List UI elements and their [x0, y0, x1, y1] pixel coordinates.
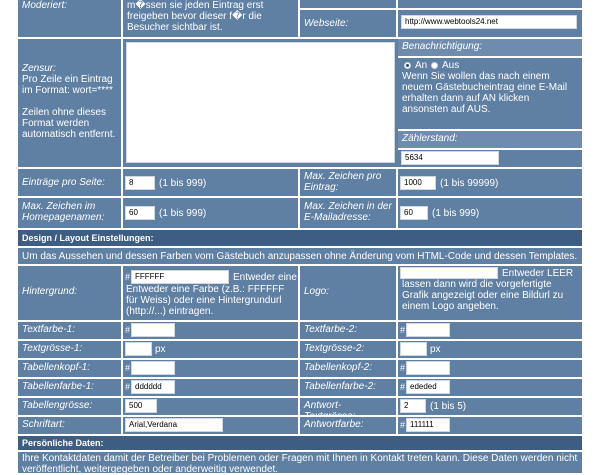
textcolor1-hash: # [125, 325, 131, 335]
answer-textsize-range: (1 bis 5) [430, 401, 467, 412]
font-label-cell [18, 417, 121, 434]
answer-color-label: Antwortfarbe: [304, 419, 364, 430]
tablecolor2-input[interactable]: ededed [406, 380, 450, 394]
logo-hint: lassen dann wird die vorgefertigte Grafik angezeigt oder eine Bildurl zu einem Logo angeben. [402, 279, 564, 312]
notification-off-radio[interactable] [431, 62, 438, 69]
notification-on-label: An [415, 60, 428, 71]
censor-hint-format: Pro Zeile ein Eintrag im Format: wort=**** [22, 74, 113, 96]
max-chars-homepage-label-cell [18, 198, 121, 228]
textsize1-unit: px [155, 344, 166, 355]
censor-textarea[interactable] [126, 42, 395, 163]
max-chars-email-range: (1 bis 999) [432, 208, 480, 219]
textcolor2-label-cell [300, 322, 396, 339]
counter-input[interactable]: 5634 [401, 151, 499, 165]
tablesize-label-cell [18, 398, 121, 415]
tablehead2-hash: # [400, 363, 406, 373]
max-chars-homepage-input[interactable]: 60 [125, 206, 155, 220]
background-label: Hintergrund: [22, 286, 78, 297]
background-input[interactable]: FFFFFF [131, 270, 229, 284]
textcolor2-label: Textfarbe-2: [304, 324, 357, 335]
tablecolor2-hash: # [400, 382, 406, 392]
tablecolor1-label: Tabellenfarbe-1: [22, 381, 94, 392]
logo-input[interactable] [400, 267, 498, 279]
answer-color-input[interactable]: 111111 [406, 418, 450, 432]
max-chars-entry-label-cell [300, 169, 396, 196]
notification-label: Benachrichtigung: [402, 41, 483, 52]
website-top-cell [300, 0, 396, 8]
logo-hint-right: Entweder LEER [502, 268, 574, 279]
background-label-cell [18, 266, 121, 320]
answer-textsize-input[interactable]: 2 [400, 399, 426, 413]
entries-per-page-label: Einträge pro Seite: [22, 177, 105, 188]
entries-per-page-label-cell [18, 169, 121, 196]
textsize1-label-cell [18, 341, 121, 358]
counter-label-cell [398, 131, 582, 148]
tablesize-label: Tabellengrösse: [22, 400, 93, 411]
counter-label: Zählerstand: [402, 133, 458, 144]
website-top-value-cell [398, 0, 582, 8]
design-section-description: Um das Aussehen und dessen Farben vom Gästebuch anzupassen ohne Änderung vom HTML-Code und dessen Templates. [18, 248, 582, 264]
max-chars-homepage-label: Max. Zeichen im Homepagenamen: [22, 201, 105, 223]
answer-color-label-cell [300, 417, 396, 434]
background-hint: Entweder eine Farbe (z.B.: FFFFFF für Weiss) oder eine Hintergrundurl (http://...) eintragen. [126, 284, 285, 317]
answer-textsize-label-cell [300, 398, 396, 415]
textcolor2-input[interactable] [406, 323, 450, 337]
answer-textsize-label: Antwort- [304, 400, 342, 411]
notification-off-label: Aus [442, 60, 460, 71]
textsize2-label-cell [300, 341, 396, 358]
textsize1-label: Textgrösse-1: [22, 343, 83, 354]
tablecolor2-label-cell [300, 379, 396, 396]
max-chars-email-label: Max. Zeichen in der E-Mailadresse: [304, 201, 392, 223]
moderation-text: m�ssen sie jeden Eintrag erst freigeben bevor dieser f�r die Besucher sichtbar ist. [127, 0, 264, 33]
moderation-text-cell [123, 0, 298, 37]
tablehead1-label: Tabellenkopf-1: [22, 362, 91, 373]
textcolor1-input[interactable] [131, 323, 175, 337]
textsize2-unit: px [430, 344, 441, 355]
max-chars-homepage-range: (1 bis 999) [159, 208, 207, 219]
personal-section-description: Ihre Kontaktdaten damit der Betreiber bei Problemen oder Fragen mit Ihnen in Kontakt treten kann. Diese Daten werden nicht veröffentlicht, weitergegeben oder anderweitig verwendet. [18, 452, 582, 473]
censor-label-cell [18, 39, 121, 167]
website-input[interactable]: http://www.webtools24.net [401, 15, 577, 29]
moderation-label-cell [18, 0, 121, 37]
website-label: Webseite: [304, 18, 349, 29]
max-chars-email-input[interactable]: 60 [400, 206, 428, 220]
tablehead2-label: Tabellenkopf-2: [304, 362, 373, 373]
background-hint-start: Entweder eine [233, 272, 297, 283]
censor-hint-autoremove: Zeilen ohne dieses Format werden automatisch entfernt. [22, 107, 116, 140]
textsize1-input[interactable] [125, 342, 152, 356]
entries-per-page-range: (1 bis 999) [159, 178, 207, 189]
tablesize-input[interactable]: 500 [125, 399, 157, 413]
notification-label-cell [398, 39, 582, 56]
textsize2-label: Textgrösse-2: [304, 343, 365, 354]
font-input[interactable]: Arial,Verdana [125, 418, 223, 432]
design-section-title: Design / Layout Einstellungen: [18, 230, 582, 246]
tablehead1-hash: # [125, 363, 131, 373]
moderation-label: Moderiert: [22, 0, 68, 11]
tablecolor2-label: Tabellenfarbe-2: [304, 381, 376, 392]
tablecolor1-hash: # [125, 382, 131, 392]
tablehead2-label-cell [300, 360, 396, 377]
font-label: Schriftart: [22, 419, 65, 430]
notification-on-radio[interactable] [404, 62, 411, 69]
logo-label: Logo: [304, 286, 330, 297]
tablehead1-label-cell [18, 360, 121, 377]
max-chars-email-label-cell [300, 198, 396, 228]
max-chars-entry-label: Max. Zeichen pro Eintrag: [304, 171, 382, 193]
website-label-cell [300, 10, 396, 37]
max-chars-entry-input[interactable]: 1000 [400, 176, 436, 190]
textsize2-input[interactable] [400, 342, 427, 356]
personal-section-title: Persönliche Daten: [18, 436, 582, 450]
entries-per-page-input[interactable]: 8 [125, 176, 155, 190]
background-hash: # [125, 272, 131, 282]
textcolor1-label: Textfarbe-1: [22, 324, 75, 335]
textcolor1-label-cell [18, 322, 121, 339]
censor-label: Zensur: [22, 63, 56, 74]
tablecolor1-input[interactable]: dddddd [131, 380, 175, 394]
answer-color-hash: # [400, 420, 406, 430]
tablecolor1-label-cell [18, 379, 121, 396]
logo-label-cell [300, 266, 396, 320]
max-chars-entry-range: (1 bis 99999) [440, 178, 499, 189]
textcolor2-hash: # [400, 325, 406, 335]
tablehead1-input[interactable] [131, 361, 175, 375]
notification-text: Wenn Sie wollen das nach einem neuem Gästebucheintrag eine E-Mail erhalten dann auf AN klicken ansonsten auf AUS. [402, 71, 568, 115]
notification-options-cell [398, 58, 582, 129]
tablehead2-input[interactable] [406, 361, 450, 375]
